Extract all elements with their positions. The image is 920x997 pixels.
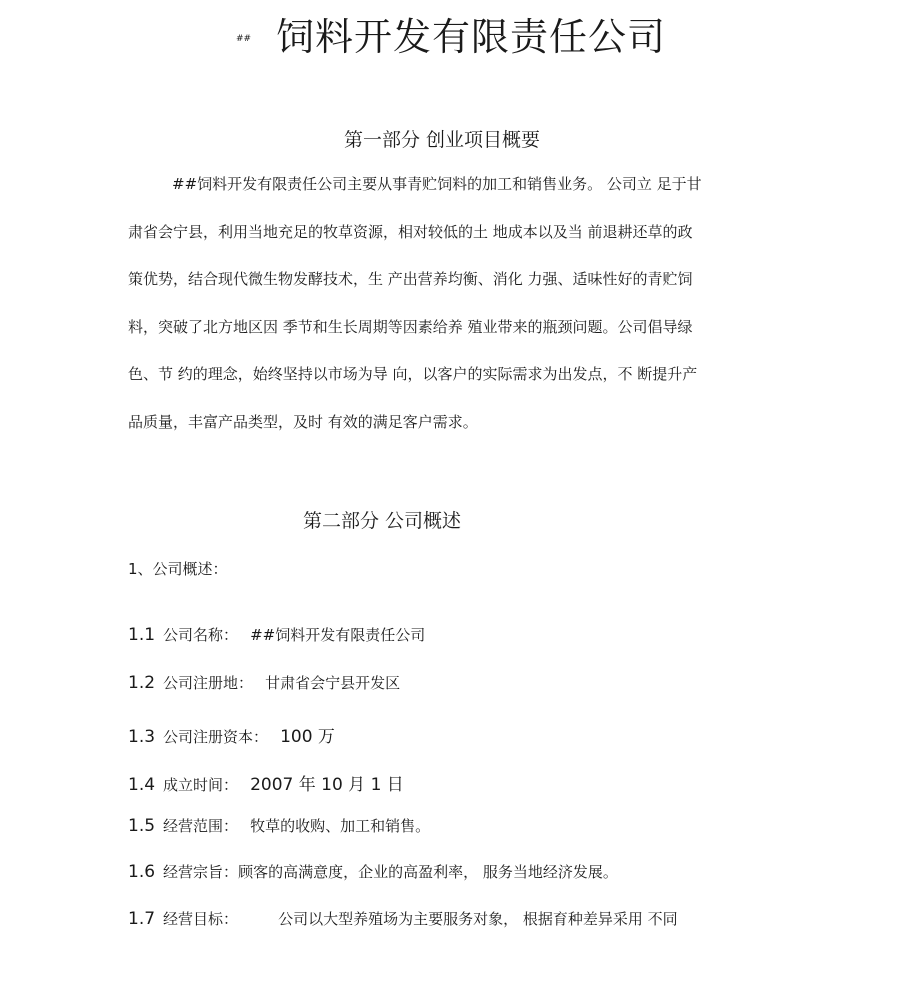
paragraph-line: 策优势，结合现代微生物发酵技术，生 产出营养均衡、消化 力强、适味性好的青贮饲 [128, 270, 693, 289]
item-number: 1.1 [128, 625, 156, 645]
item-label: 成立时间： [163, 776, 239, 794]
item-value: 公司以大型养殖场为主要服务对象， 根据育种差异采用 不同 [278, 910, 678, 928]
item-label: 公司注册地： [163, 674, 254, 692]
item-label: 公司注册资本： [163, 728, 269, 746]
paragraph-line: 品质量，丰富产品类型，及时 有效的满足客户需求。 [128, 412, 478, 431]
paragraph-line: 料，突破了北方地区因 季节和生长周期等因素给养 殖业带来的瓶颈问题。公司倡导绿 [128, 317, 693, 336]
section-2-heading: 第二部分 公司概述 [303, 510, 462, 532]
item-label: 经营目标： [163, 910, 239, 928]
paragraph-line: 肃省会宁县，利用当地充足的牧草资源，相对较低的土 地成本以及当 前退耕还草的政 [128, 222, 693, 241]
item-label: 经营宗旨： [163, 863, 239, 881]
paragraph-line: ##饲料开发有限责任公司主要从事青贮饲料的加工和销售业务。 公司立 足于甘 [172, 175, 702, 193]
list-item-registered-capital [128, 722, 335, 747]
list-item-business-goal [128, 908, 678, 929]
list-item-founded-date [128, 770, 404, 795]
item-value: 甘肃省会宁县开发区 [265, 674, 401, 692]
item-number: 1.3 [128, 727, 156, 747]
list-item-business-scope [128, 815, 430, 836]
item-number: 1.7 [128, 909, 156, 929]
item-number: 1.6 [128, 862, 156, 882]
list-item-registered-address [128, 672, 400, 693]
title-mark: ## [236, 34, 252, 44]
section-1-paragraph [128, 172, 788, 458]
item-value: 牧草的收购、加工和销售。 [250, 817, 431, 835]
company-overview-intro: 1、公司概述： [128, 560, 228, 578]
list-item-business-purpose [128, 861, 618, 882]
section-1-heading: 第一部分 创业项目概要 [344, 129, 541, 151]
item-value: 100 万 [280, 727, 335, 747]
document-title: 饲料开发有限责任公司 [276, 15, 667, 59]
item-number: 1.5 [128, 816, 156, 836]
item-value: 顾客的高满意度，企业的高盈利率， 服务当地经济发展。 [238, 863, 618, 881]
paragraph-line: 色、节 约的理念，始终坚持以市场为导 向，以客户的实际需求为出发点，不 断提升产 [128, 365, 698, 384]
list-item-company-name [128, 624, 425, 645]
item-label: 公司名称： [163, 626, 239, 644]
item-label: 经营范围： [163, 817, 239, 835]
item-value: 2007 年 10 月 1 日 [250, 775, 404, 795]
item-value: ##饲料开发有限责任公司 [250, 626, 426, 644]
item-number: 1.2 [128, 673, 156, 693]
item-number: 1.4 [128, 775, 156, 795]
